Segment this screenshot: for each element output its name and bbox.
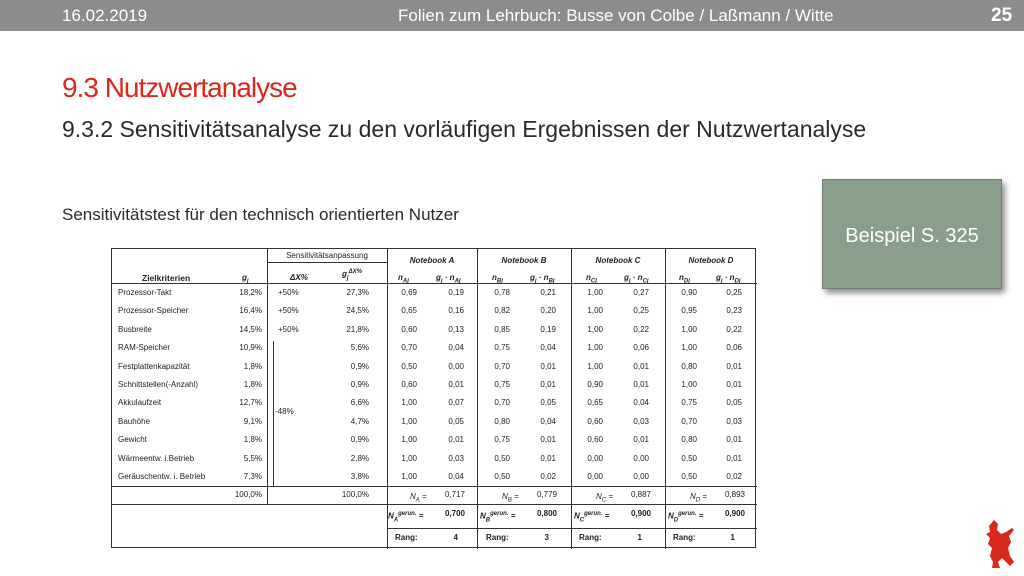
cell-b-0: 0,50 bbox=[494, 453, 510, 463]
cell-dx: +50% bbox=[278, 288, 299, 297]
cell-d-0: 1,00 bbox=[681, 343, 697, 353]
cell-name: Akkulaufzeit bbox=[118, 398, 162, 408]
cell-d-1: 0,01 bbox=[726, 453, 742, 463]
cell-b-1: 0,20 bbox=[540, 306, 556, 316]
cell-c-1: 0,25 bbox=[633, 306, 649, 316]
cell-a-0: 0,69 bbox=[401, 288, 417, 297]
rounded-nc: $N_C^{gerun.}$ = bbox=[574, 511, 610, 524]
cell-a-1: 0,19 bbox=[448, 288, 464, 297]
total-nc-value: 0,887 bbox=[630, 490, 651, 499]
cell-a-0: 0,60 bbox=[401, 380, 417, 389]
cell-g: 10,9% bbox=[239, 343, 262, 353]
cell-dx: +50% bbox=[278, 306, 299, 316]
cell-c-1: 0,01 bbox=[633, 361, 649, 371]
cell-g: 7,3% bbox=[243, 472, 262, 481]
cell-d-1: 0,06 bbox=[726, 343, 742, 353]
cell-c-0: 0,60 bbox=[587, 416, 603, 426]
cell-a-1: 0,01 bbox=[448, 380, 464, 389]
cell-d-0: 0,70 bbox=[681, 416, 697, 426]
rank-b: 3 bbox=[544, 533, 549, 542]
bear-shape bbox=[986, 520, 1014, 568]
cell-gdx: 24,5% bbox=[346, 306, 369, 316]
cell-gdx: 0,9% bbox=[350, 380, 369, 389]
rank-d: 1 bbox=[730, 533, 735, 542]
cell-b-1: 0,04 bbox=[540, 416, 556, 426]
top-bar bbox=[0, 0, 1024, 31]
header-n-cj: $n_{Cj}$ bbox=[586, 273, 597, 285]
cell-d-0: 0,80 bbox=[681, 361, 697, 371]
cell-c-0: 0,65 bbox=[587, 398, 603, 408]
cell-c-0: 0,00 bbox=[587, 472, 603, 481]
cell-d-0: 0,80 bbox=[681, 435, 697, 445]
rounded-nb: $N_B^{gerun.}$ = bbox=[480, 511, 516, 524]
header-gn-bj: $g_j \cdot n_{Bj}$ bbox=[530, 273, 555, 285]
cell-a-0: 1,00 bbox=[401, 398, 417, 408]
cell-a-0: 0,60 bbox=[401, 324, 417, 334]
page-number: 25 bbox=[991, 5, 1013, 26]
cell-c-0: 1,00 bbox=[587, 361, 603, 371]
grid-line bbox=[267, 249, 268, 504]
cell-d-1: 0,22 bbox=[726, 324, 742, 334]
rounded-c: 0,900 bbox=[630, 509, 651, 518]
cell-c-1: 0,06 bbox=[633, 343, 649, 353]
header-gj: $g_j$ bbox=[242, 273, 249, 285]
cell-g: 16,4% bbox=[239, 306, 262, 316]
cell-d-0: 1,00 bbox=[681, 324, 697, 334]
cell-g: 14,5% bbox=[239, 324, 262, 334]
rounded-d: 0,900 bbox=[724, 509, 745, 518]
grid-line bbox=[665, 249, 666, 549]
cell-a-0: 1,00 bbox=[401, 453, 417, 463]
slide-subtitle: 9.3.2 Sensitivitätsanalyse zu den vorläufigen Ergebnissen der Nutzwertanalyse bbox=[62, 116, 867, 142]
rank-c: 1 bbox=[637, 533, 642, 542]
cell-d-1: 0,01 bbox=[726, 380, 742, 389]
cell-b-1: 0,19 bbox=[540, 324, 556, 334]
cell-b-1: 0,21 bbox=[540, 288, 556, 297]
cell-c-1: 0,01 bbox=[633, 435, 649, 445]
cell-c-0: 1,00 bbox=[587, 306, 603, 316]
rank-label-d: Rang: bbox=[673, 533, 696, 542]
header-gn-aj: $g_j \cdot n_{Aj}$ bbox=[436, 273, 461, 285]
header-n-bj: $n_{Bj}$ bbox=[492, 273, 503, 285]
cell-b-0: 0,75 bbox=[494, 435, 510, 445]
cell-c-1: 0,04 bbox=[633, 398, 649, 408]
cell-b-0: 0,50 bbox=[494, 472, 510, 481]
cell-a-1: 0,01 bbox=[448, 435, 464, 445]
cell-b-1: 0,04 bbox=[540, 343, 556, 353]
cell-d-1: 0,05 bbox=[726, 398, 742, 408]
intro-text: Sensitivitätstest für den technisch orientierten Nutzer bbox=[62, 205, 459, 224]
header-gn-dj: $g_j \cdot n_{Dj}$ bbox=[716, 273, 741, 285]
slide-title: 9.3 Nutzwertanalyse bbox=[62, 72, 297, 103]
berlin-bear-logo bbox=[984, 518, 1018, 570]
cell-d-1: 0,23 bbox=[726, 306, 742, 316]
cell-b-0: 0,85 bbox=[494, 324, 510, 334]
total-na-value: 0,717 bbox=[444, 490, 465, 499]
cell-d-0: 0,75 bbox=[681, 398, 697, 408]
cell-dx: +50% bbox=[278, 324, 299, 334]
total-nd-value: 0,893 bbox=[724, 490, 745, 499]
cell-b-1: 0,02 bbox=[540, 472, 556, 481]
rank-label-a: Rang: bbox=[395, 533, 418, 542]
cell-d-1: 0,03 bbox=[726, 416, 742, 426]
cell-g: 18,2% bbox=[239, 288, 262, 297]
cell-name: Busbreite bbox=[118, 324, 152, 334]
cell-d-1: 0,25 bbox=[726, 288, 742, 297]
cell-name: Prozessor-Takt bbox=[118, 288, 172, 297]
cell-a-0: 0,50 bbox=[401, 361, 417, 371]
example-badge bbox=[822, 179, 1002, 289]
header-gn-cj: $g_j \cdot n_{Cj}$ bbox=[624, 273, 649, 285]
rounded-na: $N_A^{gerun.}$ = bbox=[388, 511, 424, 524]
grid-line bbox=[112, 504, 757, 505]
cell-a-1: 0,07 bbox=[448, 398, 464, 408]
cell-gdx: 5,6% bbox=[350, 343, 369, 353]
cell-a-1: 0,03 bbox=[448, 453, 464, 463]
cell-name: Geräuschentw. i. Betrieb bbox=[118, 472, 206, 481]
cell-c-1: 0,22 bbox=[633, 324, 649, 334]
cell-b-0: 0,70 bbox=[494, 398, 510, 408]
cell-a-0: 0,70 bbox=[401, 343, 417, 353]
rank-a: 4 bbox=[453, 533, 458, 542]
total-nb-value: 0,779 bbox=[536, 490, 557, 499]
rounded-a: 0,700 bbox=[444, 509, 465, 518]
cell-a-1: 0,04 bbox=[448, 343, 464, 353]
cell-c-0: 0,90 bbox=[587, 380, 603, 389]
cell-a-1: 0,05 bbox=[448, 416, 464, 426]
cell-d-0: 1,00 bbox=[681, 380, 697, 389]
bracket-line bbox=[273, 341, 274, 486]
cell-d-1: 0,02 bbox=[726, 472, 742, 481]
total-na: $N_A$ = bbox=[410, 492, 427, 504]
cell-d-0: 0,50 bbox=[681, 472, 697, 481]
cell-gdx: 4,7% bbox=[350, 416, 369, 426]
slide-date: 16.02.2019 bbox=[62, 6, 148, 25]
cell-c-1: 0,03 bbox=[633, 416, 649, 426]
header-gdx: $g_j^{\Delta X\%}$ bbox=[342, 269, 362, 282]
grid-line bbox=[112, 283, 757, 284]
cell-a-1: 0,16 bbox=[448, 306, 464, 316]
cell-gdx: 21,8% bbox=[346, 324, 369, 334]
cell-d-1: 0,01 bbox=[726, 435, 742, 445]
total-nd: $N_D$ = bbox=[690, 492, 708, 504]
group-header: Sensitivitätsanpassung bbox=[286, 251, 368, 260]
total-gdx: 100,0% bbox=[341, 490, 369, 499]
cell-gdx: 27,3% bbox=[346, 288, 369, 297]
cell-a-0: 1,00 bbox=[401, 472, 417, 481]
cell-g: 9,1% bbox=[243, 416, 262, 426]
header-notebook-d: Notebook D bbox=[688, 256, 734, 265]
cell-b-0: 0,75 bbox=[494, 343, 510, 353]
cell-c-0: 0,00 bbox=[587, 453, 603, 463]
header-notebook-a: Notebook A bbox=[409, 256, 455, 265]
cell-gdx: 2,8% bbox=[350, 453, 369, 463]
grid-line bbox=[571, 249, 572, 549]
cell-b-1: 0,01 bbox=[540, 361, 556, 371]
grid-line bbox=[477, 249, 478, 549]
cell-d-0: 0,90 bbox=[681, 288, 697, 297]
cell-name: Festplattenkapazität bbox=[118, 361, 190, 371]
cell-name: Bauhöhe bbox=[118, 416, 151, 426]
cell-d-0: 0,50 bbox=[681, 453, 697, 463]
cell-b-0: 0,80 bbox=[494, 416, 510, 426]
cell-g: 1,8% bbox=[243, 380, 262, 389]
header-notebook-b: Notebook B bbox=[501, 256, 547, 265]
cell-name: Wärmeentw. i.Betrieb bbox=[118, 453, 195, 463]
total-g: 100,0% bbox=[234, 490, 262, 499]
cell-c-0: 1,00 bbox=[587, 324, 603, 334]
cell-name: Gewicht bbox=[118, 435, 147, 445]
bracket-value: -48% bbox=[275, 407, 294, 416]
cell-b-1: 0,05 bbox=[540, 398, 556, 408]
cell-d-0: 0,95 bbox=[681, 306, 697, 316]
header-dx: ΔX% bbox=[290, 273, 308, 282]
total-nc: $N_C$ = bbox=[596, 492, 614, 504]
rank-label-b: Rang: bbox=[486, 533, 509, 542]
cell-g: 12,7% bbox=[239, 398, 262, 408]
header-notebook-c: Notebook C bbox=[595, 256, 641, 265]
cell-c-0: 1,00 bbox=[587, 288, 603, 297]
cell-d-1: 0,01 bbox=[726, 361, 742, 371]
cell-c-0: 0,60 bbox=[587, 435, 603, 445]
cell-c-1: 0,27 bbox=[633, 288, 649, 297]
rounded-b: 0,800 bbox=[536, 509, 557, 518]
cell-g: 1,8% bbox=[243, 361, 262, 371]
cell-a-1: 0,00 bbox=[448, 361, 464, 371]
header-n-dj: $n_{Dj}$ bbox=[679, 273, 690, 285]
cell-g: 1,8% bbox=[243, 435, 262, 445]
cell-gdx: 6,6% bbox=[350, 398, 369, 408]
total-nb: $N_B$ = bbox=[502, 492, 519, 504]
cell-a-0: 1,00 bbox=[401, 435, 417, 445]
cell-a-1: 0,04 bbox=[448, 472, 464, 481]
cell-name: RAM-Speicher bbox=[118, 343, 171, 353]
cell-name: Schnittstellen(-Anzahl) bbox=[118, 380, 199, 389]
cell-b-0: 0,82 bbox=[494, 306, 510, 316]
rank-label-c: Rang: bbox=[579, 533, 602, 542]
cell-c-1: 0,00 bbox=[633, 472, 649, 481]
cell-gdx: 0,9% bbox=[350, 361, 369, 371]
cell-name: Prozessor-Speicher bbox=[118, 306, 189, 316]
example-badge-label: Beispiel S. 325 bbox=[845, 225, 979, 247]
grid-line bbox=[267, 262, 387, 263]
rounded-nd: $N_D^{gerun.}$ = bbox=[668, 511, 704, 524]
cell-b-1: 0,01 bbox=[540, 435, 556, 445]
cell-c-1: 0,01 bbox=[633, 380, 649, 389]
cell-b-0: 0,75 bbox=[494, 380, 510, 389]
header-criteria: Zielkriterien bbox=[142, 273, 191, 283]
sensitivity-table bbox=[111, 248, 756, 548]
cell-a-0: 0,65 bbox=[401, 306, 417, 316]
grid-line bbox=[112, 486, 757, 487]
cell-a-0: 1,00 bbox=[401, 416, 417, 426]
cell-g: 5,5% bbox=[243, 453, 262, 463]
cell-b-0: 0,78 bbox=[494, 288, 510, 297]
cell-b-0: 0,70 bbox=[494, 361, 510, 371]
cell-c-1: 0,00 bbox=[633, 453, 649, 463]
cell-b-1: 0,01 bbox=[540, 380, 556, 389]
header-n-aj: $n_{Aj}$ bbox=[398, 273, 409, 285]
grid-line bbox=[387, 528, 757, 529]
cell-c-0: 1,00 bbox=[587, 343, 603, 353]
cell-gdx: 3,8% bbox=[350, 472, 369, 481]
slide-source: Folien zum Lehrbuch: Busse von Colbe / Laßmann / Witte bbox=[398, 6, 834, 25]
cell-gdx: 0,9% bbox=[350, 435, 369, 445]
grid-line bbox=[387, 249, 388, 549]
cell-a-1: 0,13 bbox=[448, 324, 464, 334]
cell-b-1: 0,01 bbox=[540, 453, 556, 463]
